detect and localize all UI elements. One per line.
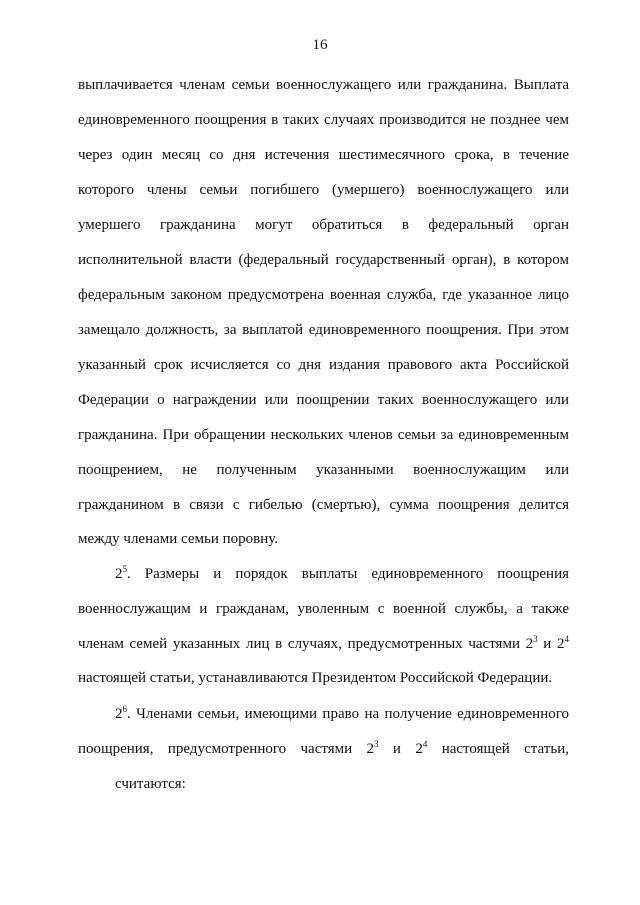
text-line [115, 565, 569, 583]
superscript: 6 [122, 704, 127, 714]
text-line: исполнительной власти (федеральный государственный орган), в котором [78, 252, 569, 268]
superscript: 3 [374, 739, 379, 749]
text-span: . Членами семьи, имеющими право на получение единовременного [127, 706, 569, 722]
text-span: настоящей статьи, [427, 741, 569, 757]
text-line [78, 740, 569, 758]
text-line: Федерации о награждении или поощрении таких военнослужащего или [78, 392, 569, 408]
text-line: которого члены семьи погибшего (умершего) военнослужащего или [78, 182, 569, 198]
text-line: федеральным законом предусмотрена военная служба, где указанное лицо [78, 287, 569, 303]
text-line: военнослужащим и гражданам, уволенным с военной службы, а также [78, 601, 569, 617]
text-line: указанный срок исчисляется со дня издания правового акта Российской [78, 357, 569, 373]
text-line [115, 705, 569, 723]
text-line: считаются: [115, 776, 186, 792]
text-span: . Размеры и порядок выплаты единовременного поощрения [127, 566, 569, 582]
page-number: 16 [312, 37, 328, 53]
text-line [78, 635, 569, 653]
text-line: замещало должность, за выплатой единовременного поощрения. При этом [78, 322, 569, 338]
text-line: через один месяц со дня истечения шестимесячного срока, в течение [78, 147, 569, 163]
section-number: 2 [115, 706, 123, 722]
text-line: умершего гражданина могут обратиться в федеральный орган [78, 217, 569, 233]
text-span: поощрения, предусмотренного частями 2 [78, 741, 375, 757]
text-span: членам семей указанных лиц в случаях, предусмотренных частями 2 [78, 636, 534, 652]
superscript: 5 [122, 564, 127, 574]
section-number: 2 [115, 566, 123, 582]
text-line: единовременного поощрения в таких случаях производится не позднее чем [78, 112, 569, 128]
superscript: 4 [564, 634, 569, 644]
text-line: гражданином в связи с гибелью (смертью), сумма поощрения делится [78, 497, 569, 513]
text-line: выплачивается членам семьи военнослужащего или гражданина. Выплата [78, 77, 569, 93]
text-line: между членами семьи поровну. [78, 531, 279, 547]
text-span: и 2 [378, 741, 423, 757]
superscript: 3 [533, 634, 538, 644]
text-line: поощрением, не полученным указанными военнослужащим или [78, 462, 569, 478]
text-span: и 2 [537, 636, 565, 652]
text-line: настоящей статьи, устанавливаются Президентом Российской Федерации. [78, 670, 553, 686]
superscript: 4 [422, 739, 428, 749]
text-line: гражданина. При обращении нескольких членов семьи за единовременным [78, 427, 569, 443]
